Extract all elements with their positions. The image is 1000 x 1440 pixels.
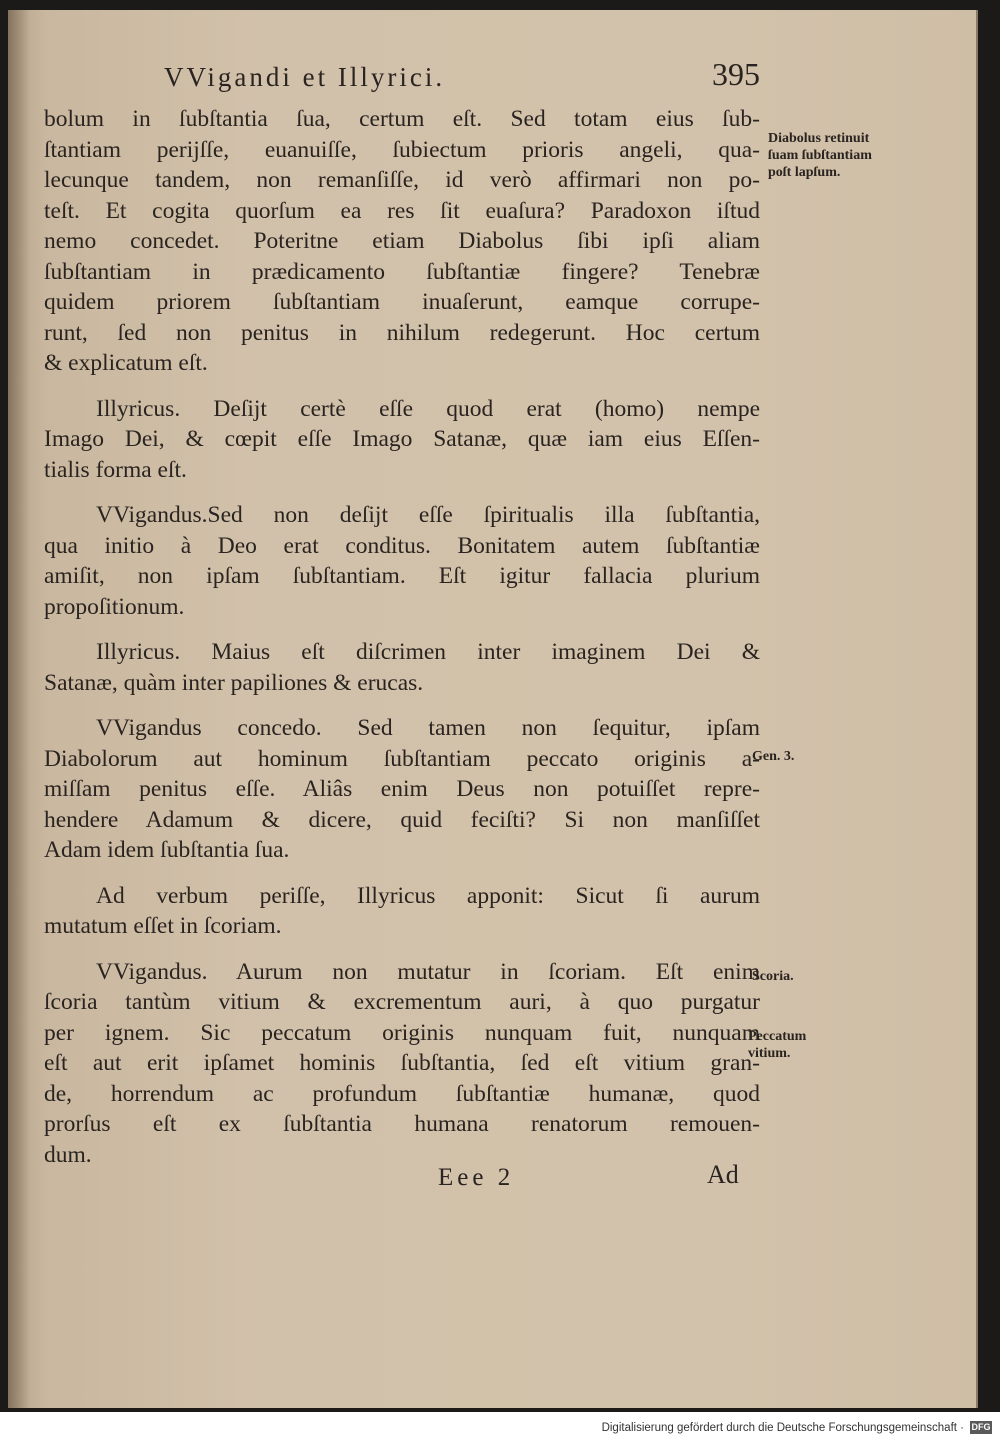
text-line: Illyricus. Maius eſt diſcrimen inter imaginem Dei & xyxy=(96,639,760,665)
text-line: Adam idem ſubſtantia ſua. xyxy=(44,837,290,863)
text-line: amiſit, non ipſam ſubſtantiam. Eſt igitur fallacia plurium xyxy=(44,563,760,589)
text-line: Illyricus. Deſijt certè eſſe quod erat (homo) nempe xyxy=(96,395,760,422)
text-line: dum. xyxy=(44,1141,92,1168)
text-line: quidem priorem ſubſtantiam inuaſerunt, eamque corrupe- xyxy=(44,289,760,315)
gutter-shadow xyxy=(8,10,30,1408)
paragraph xyxy=(44,713,760,866)
text-line: VVigandus concedo. Sed tamen non ſequitur, ipſam xyxy=(96,715,760,741)
text-line: ſubſtantiam in prædicamento ſubſtantiæ fingere? Tenebræ xyxy=(44,258,760,285)
text-line: de, horrendum ac profundum ſubſtantiæ humanæ, quod xyxy=(44,1080,760,1107)
digitization-credit: Digitalisierung gefördert durch die Deutsche Forschungsgemeinschaft · xyxy=(601,1422,964,1434)
page-number: 395 xyxy=(712,56,760,92)
text-line: miſſam penitus eſſe. Aliâs enim Deus non potuiſſet repre- xyxy=(44,776,760,802)
text-line: per ignem. Sic peccatum originis nunquam fuit, nunquam xyxy=(44,1019,760,1046)
running-title: VVigandi et Illyrici. xyxy=(164,62,446,92)
margin-note-peccatum: Peccatum vitium. xyxy=(748,1029,807,1061)
text-line: bolum in ſubſtantia ſua, certum eſt. Sed totam eius ſub- xyxy=(44,106,760,132)
dfg-logo: DFG xyxy=(971,1422,991,1432)
text-line: nemo concedet. Poteritne etiam Diabolus ſibi ipſi aliam xyxy=(44,228,760,254)
text-line: eſt aut erit ipſamet hominis ſubſtantia, ſed eſt vitium gran- xyxy=(44,1050,760,1076)
paragraph xyxy=(44,881,760,942)
margin-note-gen: Gen. 3. xyxy=(752,749,795,764)
catchword: Ad xyxy=(707,1160,739,1189)
text-line: Diabolorum aut hominum ſubſtantiam peccato originis a- xyxy=(44,745,760,772)
text-line: tialis forma eſt. xyxy=(44,456,187,483)
paragraph xyxy=(44,637,760,698)
text-line: ſcoria tantùm vitium & excrementum auri, à quo purgatur xyxy=(44,989,760,1015)
margin-note-diabolus: Diabolus retinuit ſuam ſubſtantiam poſt lapſum. xyxy=(768,131,872,180)
text-line: ſtantiam perijſſe, euanuiſſe, ſubiectum prioris angeli, qua- xyxy=(44,136,760,163)
text-line: lecunque tandem, non remanſiſſe, id verò affirmari non po- xyxy=(44,167,760,193)
text-line: hendere Adamum & dicere, quid feciſti? Si non manſiſſet xyxy=(44,806,760,833)
text-line: qua initio à Deo erat conditus. Bonitatem autem ſubſtantiæ xyxy=(44,532,760,559)
text-line: & explicatum eſt. xyxy=(44,350,208,376)
paragraph xyxy=(44,500,760,622)
text-line: Satanæ, quàm inter papiliones & erucas. xyxy=(44,669,424,696)
text-line: Ad verbum periſſe, Illyricus apponit: Sicut ſi aurum xyxy=(96,882,760,909)
signature-mark: Eee 2 xyxy=(438,1164,515,1191)
text-line: VVigandus. Aurum non mutatur in ſcoriam. Eſt enim xyxy=(96,958,760,985)
text-line: teſt. Et cogita quorſum ea res ſit euaſura? Paradoxon iſtud xyxy=(44,197,760,224)
text-line: Imago Dei, & cœpit eſſe Imago Satanæ, quæ iam eius Eſſen- xyxy=(44,426,760,452)
text-line: propoſitionum. xyxy=(44,593,185,620)
margin-note-scoria: Scoria. xyxy=(752,969,794,984)
paragraph xyxy=(44,104,760,379)
paragraph xyxy=(44,394,760,486)
text-line: VVigandus.Sed non deſijt eſſe ſpiritualis illa ſubſtantia, xyxy=(96,502,760,528)
text-line: mutatum eſſet in ſcoriam. xyxy=(44,913,282,939)
text-line: runt, ſed non penitus in nihilum redegerunt. Hoc certum xyxy=(44,319,760,346)
main-text xyxy=(44,104,760,1170)
paragraph xyxy=(44,957,760,1171)
text-line: prorſus eſt ex ſubſtantia humana renatorum remouen- xyxy=(44,1111,760,1137)
